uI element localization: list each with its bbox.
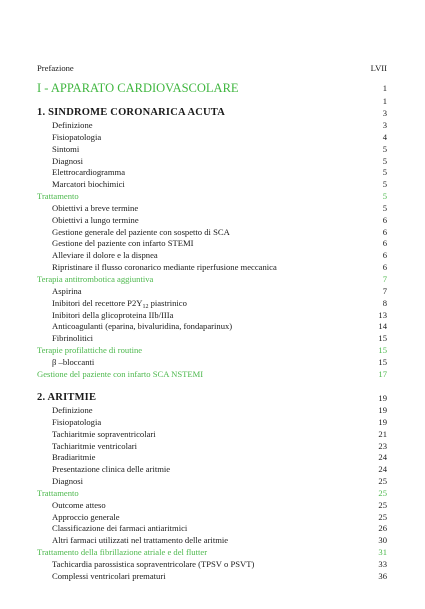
toc-entry-title: Fibrinolitici bbox=[52, 333, 94, 343]
toc-page-number: 5 bbox=[382, 156, 387, 166]
toc-part-heading bbox=[0, 80, 425, 96]
toc-page-number: 5 bbox=[382, 179, 387, 189]
toc-page-number: 19 bbox=[378, 405, 387, 415]
toc-entry-title: Marcatori biochimici bbox=[52, 179, 125, 189]
toc-entry-title: Definizione bbox=[52, 120, 93, 130]
toc-entry bbox=[0, 463, 425, 475]
toc-page-number: 15 bbox=[378, 345, 387, 355]
toc-entry-title: Gestione del paziente con infarto STEMI bbox=[52, 238, 194, 248]
toc-entry-title: Tachicardia parossistica sopraventricolare (TPSV o PSVT) bbox=[52, 559, 255, 569]
toc-entry-title: Sintomi bbox=[52, 144, 80, 154]
toc-entry bbox=[0, 451, 425, 463]
toc-page-number: 25 bbox=[378, 500, 387, 510]
toc-page-number: 21 bbox=[378, 429, 387, 439]
toc-entry-title: 2. ARITMIE bbox=[37, 392, 97, 403]
toc-page-number: 13 bbox=[378, 310, 387, 320]
toc-page-number: 36 bbox=[378, 571, 387, 581]
toc-page-number: 7 bbox=[382, 274, 387, 284]
toc-page-number: 5 bbox=[382, 191, 387, 201]
toc-entry-title: Bradiaritmie bbox=[52, 452, 96, 462]
toc-page-number: 7 bbox=[382, 286, 387, 296]
toc-page-number: 14 bbox=[378, 321, 387, 331]
toc-page-number: 5 bbox=[382, 144, 387, 154]
toc-page-number: 19 bbox=[378, 393, 387, 403]
toc-page-number: LVII bbox=[370, 63, 387, 73]
toc-entry bbox=[0, 534, 425, 546]
toc-page-number: 1 bbox=[382, 83, 387, 93]
toc-entry bbox=[0, 404, 425, 416]
toc-page-number: 15 bbox=[378, 333, 387, 343]
toc-entry-title: Altri farmaci utilizzati nel trattamento delle aritmie bbox=[52, 535, 229, 545]
toc-page-number: 15 bbox=[378, 357, 387, 367]
toc-entry bbox=[0, 570, 425, 582]
toc-entry-title: Obiettivi a breve termine bbox=[52, 203, 139, 213]
toc-entry bbox=[0, 119, 425, 131]
toc-page-number: 33 bbox=[378, 559, 387, 569]
toc-entry-title: Ripristinare il flusso coronarico mediante riperfusione meccanica bbox=[52, 262, 277, 272]
toc-entry bbox=[0, 499, 425, 511]
toc-entry bbox=[0, 62, 425, 74]
toc-page-number: 3 bbox=[382, 108, 387, 118]
toc-entry-title: 1. SINDROME CORONARICA ACUTA bbox=[37, 107, 226, 118]
toc-entry-title: Gestione del paziente con infarto SCA NSTEMI bbox=[37, 369, 204, 379]
toc-entry-title: Terapia antitrombotica aggiuntiva bbox=[37, 274, 154, 284]
toc-page-number: 5 bbox=[382, 203, 387, 213]
toc-entry-title: Classificazione dei farmaci antiaritmici bbox=[52, 523, 188, 533]
toc-entry-title: Alleviare il dolore e la dispnea bbox=[52, 250, 158, 260]
toc-entry bbox=[0, 332, 425, 344]
toc-page-number: 25 bbox=[378, 512, 387, 522]
toc-entry-title: β –bloccanti bbox=[52, 357, 95, 367]
toc-page-number: 30 bbox=[378, 535, 387, 545]
toc-page-number: 31 bbox=[378, 547, 387, 557]
toc-entry bbox=[0, 178, 425, 190]
toc-entry-title: Outcome atteso bbox=[52, 500, 106, 510]
toc-entry bbox=[0, 285, 425, 297]
toc-entry-title: Diagnosi bbox=[52, 476, 84, 486]
toc-entry bbox=[0, 416, 425, 428]
toc-entry-title: Diagnosi bbox=[52, 156, 84, 166]
toc-section-heading bbox=[0, 546, 425, 558]
toc-entry-title: Gestione generale del paziente con sospetto di SCA bbox=[52, 227, 230, 237]
toc-entry bbox=[0, 475, 425, 487]
toc-entry-title: Trattamento della fibrillazione atriale e del flutter bbox=[37, 547, 208, 557]
toc-chapter-heading bbox=[0, 392, 425, 404]
toc-entry-title: Tachiaritmie sopraventricolari bbox=[52, 429, 156, 439]
toc-chapter-heading bbox=[0, 107, 425, 119]
toc-subscript: 12 bbox=[142, 304, 149, 310]
toc-entry-title: Inibitori della glicoproteina IIb/IIIa bbox=[52, 310, 174, 320]
toc-entry-title: Trattamento bbox=[37, 191, 79, 201]
toc-page-number: 5 bbox=[382, 167, 387, 177]
toc-entry bbox=[0, 356, 425, 368]
toc-section-heading bbox=[0, 344, 425, 356]
toc-entry-title: Anticoagulanti (eparina, bivaluridina, fondaparinux) bbox=[52, 321, 233, 331]
toc-page-number: 4 bbox=[382, 132, 387, 142]
toc-entry bbox=[0, 522, 425, 534]
toc-entry bbox=[0, 558, 425, 570]
toc-section-heading bbox=[0, 190, 425, 202]
toc-entry bbox=[0, 214, 425, 226]
toc-page-number: 6 bbox=[382, 262, 387, 272]
toc-entry-title: Presentazione clinica delle aritmie bbox=[52, 464, 171, 474]
toc-page-number: 6 bbox=[382, 227, 387, 237]
toc-entry-title: Elettrocardiogramma bbox=[52, 167, 126, 177]
toc-entry-title: Obiettivi a lungo termine bbox=[52, 215, 139, 225]
toc-page-number: 17 bbox=[378, 369, 387, 379]
toc-page-number: 6 bbox=[382, 238, 387, 248]
toc-entry bbox=[0, 131, 425, 143]
toc-section-heading bbox=[0, 487, 425, 499]
toc-entry bbox=[0, 249, 425, 261]
toc-page-number: 3 bbox=[382, 120, 387, 130]
toc-entry-title: Aspirina bbox=[52, 286, 82, 296]
toc-page-number: 1 bbox=[382, 96, 387, 106]
toc-entry bbox=[0, 261, 425, 273]
toc-entry-title: Definizione bbox=[52, 405, 93, 415]
toc-page-number: 23 bbox=[378, 441, 387, 451]
toc-entry-title: Fisiopatologia bbox=[52, 132, 102, 142]
toc-page-number: 6 bbox=[382, 250, 387, 260]
toc-entry bbox=[0, 320, 425, 332]
toc-page-number: 24 bbox=[378, 452, 387, 462]
toc-entry-title: Terapie profilattiche di routine bbox=[37, 345, 143, 355]
toc-page-number: 26 bbox=[378, 523, 387, 533]
toc-section-heading bbox=[0, 273, 425, 285]
toc-entry bbox=[0, 95, 425, 107]
toc-section-heading bbox=[0, 368, 425, 380]
toc-entry-title: Fisiopatologia bbox=[52, 417, 102, 427]
toc-page-number: 25 bbox=[378, 488, 387, 498]
toc-entry-title: Complessi ventricolari prematuri bbox=[52, 571, 166, 581]
toc-entry-title: Tachiaritmie ventricolari bbox=[52, 441, 138, 451]
toc-page-number: 19 bbox=[378, 417, 387, 427]
toc-entry-title: Trattamento bbox=[37, 488, 79, 498]
toc-page-number: 8 bbox=[382, 298, 387, 308]
toc-page-number: 25 bbox=[378, 476, 387, 486]
toc-entry bbox=[0, 297, 425, 309]
toc-entry-title: I - APPARATO CARDIOVASCOLARE bbox=[37, 81, 239, 95]
toc-entry bbox=[0, 166, 425, 178]
toc-entry-title: Prefazione bbox=[37, 63, 74, 73]
toc-entry bbox=[0, 428, 425, 440]
toc-page-number: 24 bbox=[378, 464, 387, 474]
toc-entry bbox=[0, 237, 425, 249]
toc-page-number: 6 bbox=[382, 215, 387, 225]
toc-entry bbox=[0, 143, 425, 155]
toc-entry-title: Approccio generale bbox=[52, 512, 120, 522]
toc-entry bbox=[0, 202, 425, 214]
toc-entry-title: Inibitori del recettore $P2Y_{12}$ piastrinico bbox=[52, 298, 187, 310]
